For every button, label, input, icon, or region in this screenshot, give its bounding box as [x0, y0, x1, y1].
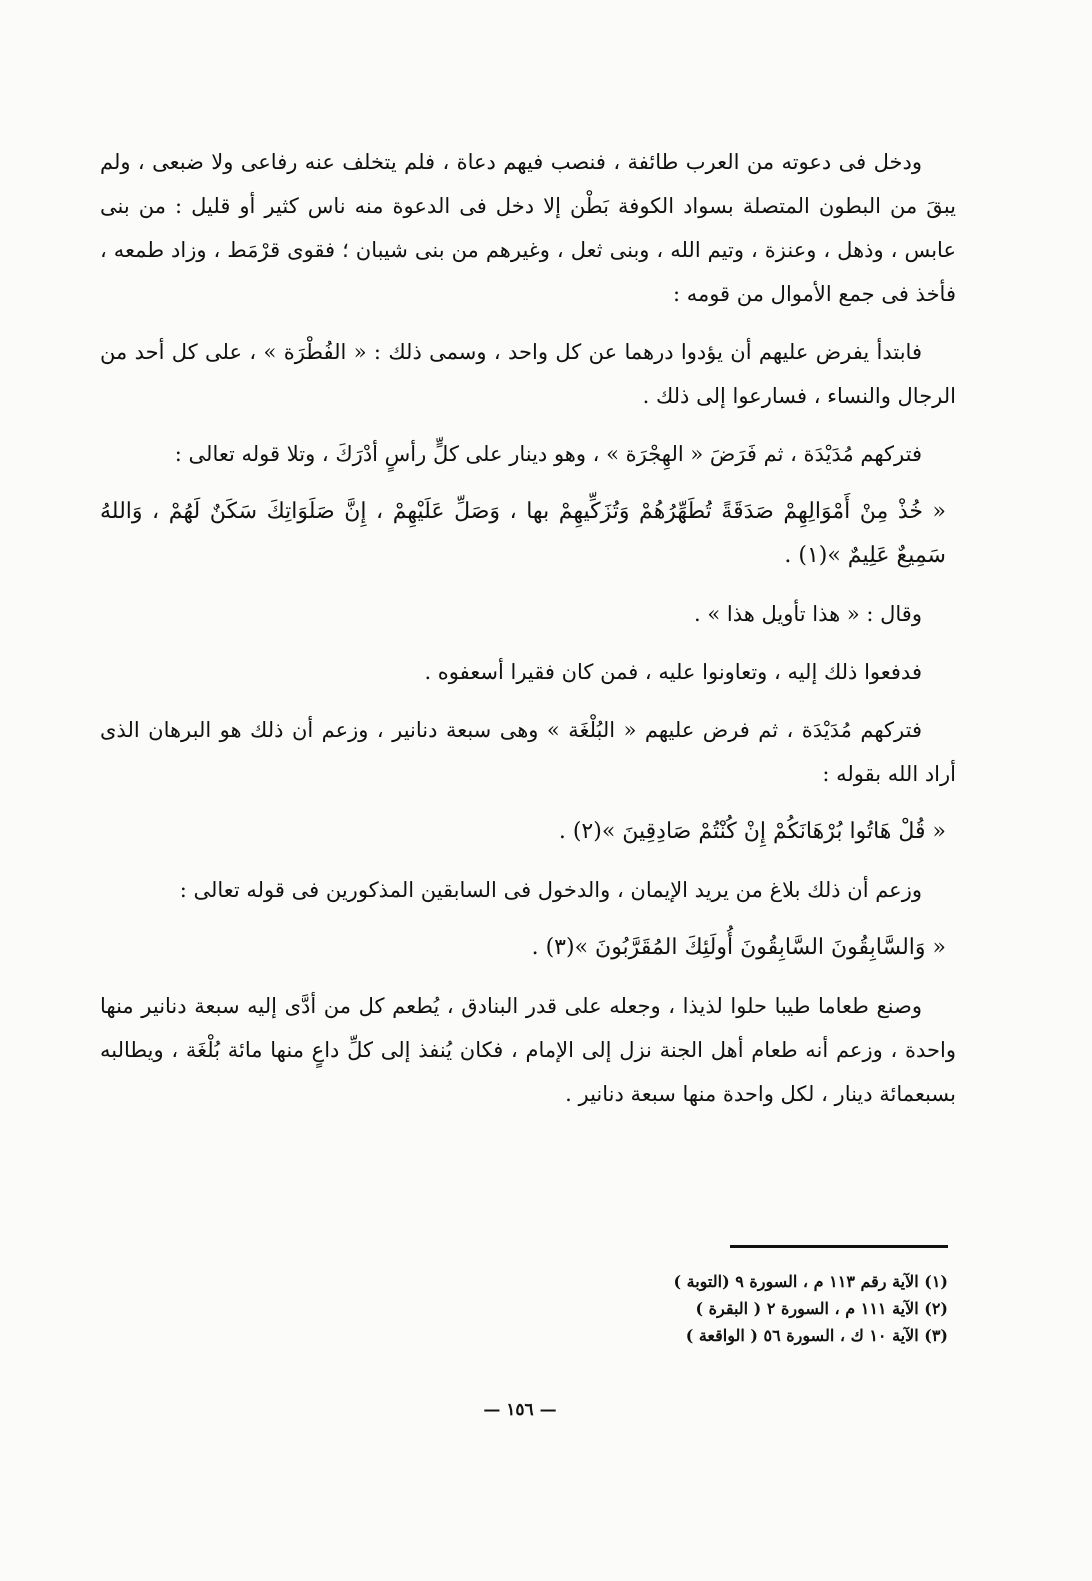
- footnote-1: (١) الآية رقم ١١٣ م ، السورة ٩ (التوبة ): [673, 1272, 948, 1291]
- paragraph: وصنع طعاما طيبا حلوا لذيذا ، وجعله على قدر البنادق ، يُطعم كل من أدَّى إليه سبعة دنانير منها واحدة ، وزعم أنه طعام أهل الجنة نزل إلى الإمام ، فكان يُنفذ إلى كلِّ داعٍ منها مائة بُلْغَة ، ويطالبه بسبعمائة دينار ، لكل واحدة منها سبعة دنانير .: [100, 994, 956, 1106]
- quran-quote: « خُذْ مِنْ أَمْوَالِهِمْ صَدَقَةً تُطَهِّرُهُمْ وَتُزَكِّيهِمْ بها ، وَصَلِّ عَلَيْهِمْ ، إِنَّ صَلَوَاتِكَ سَكَنٌ لَهُمْ ، وَاللهُ سَمِيعٌ عَلِيمٌ »(١) .: [100, 499, 946, 568]
- quran-quote: « وَالسَّابِقُونَ السَّابِقُونَ أُولَئِكَ المُقَرَّبُونَ »(٣) .: [531, 935, 946, 960]
- page-number: — ١٥٦ —: [483, 1400, 557, 1420]
- paragraph: فدفعوا ذلك إليه ، وتعاونوا عليه ، فمن كان فقيرا أسعفوه .: [424, 660, 922, 684]
- paragraph: فابتدأ يفرض عليهم أن يؤدوا درهما عن كل واحد ، وسمى ذلك : « الفُطْرَة » ، على كل أحد من الرجال والنساء ، فسارعوا إلى ذلك .: [100, 340, 956, 408]
- footnote-2: (٢) الآية ١١١ م ، السورة ٢ ( البقرة ): [695, 1299, 948, 1318]
- footnote-3: (٣) الآية ١٠ ك ، السورة ٥٦ ( الواقعة ): [685, 1326, 948, 1345]
- paragraph: وقال : « هذا تأويل هذا » .: [693, 602, 922, 626]
- paragraph: وزعم أن ذلك بلاغ من يريد الإيمان ، والدخول فى السابقين المذكورين فى قوله تعالى :: [179, 878, 922, 902]
- paragraph: ودخل فى دعوته من العرب طائفة ، فنصب فيهم دعاة ، فلم يتخلف عنه رفاعى ولا ضبعى ، ولم يبقَ من البطون المتصلة بسواد الكوفة بَطْن إلا دخل فى الدعوة منه ناس كثير أو قليل : من بنى عابس ، وذهل ، وعنزة ، وتيم الله ، وبنى ثعل ، وغيرهم من بنى شيبان ؛ فقوى قرْمَط ، وزاد طمعه ، فأخذ فى جمع الأموال من قومه :: [100, 150, 956, 306]
- footnote-separator: [730, 1245, 948, 1248]
- main-text: [100, 140, 956, 1130]
- paragraph: فتركهم مُدَيْدَة ، ثم فرض عليهم « البُلْغَة » وهى سبعة دنانير ، وزعم أن ذلك هو البرهان الذى أراد الله بقوله :: [100, 718, 956, 786]
- paragraph: فتركهم مُدَيْدَة ، ثم فَرَضَ « الهِجْرَة » ، وهو دينار على كلٍّ رأسٍ أدْرَكَ ، وتلا قوله تعالى :: [174, 442, 922, 466]
- footnotes: [480, 1268, 948, 1349]
- quran-quote: « قُلْ هَاتُوا بُرْهَانَكُمْ إِنْ كُنْتُمْ صَادِقِينَ »(٢) .: [558, 819, 946, 844]
